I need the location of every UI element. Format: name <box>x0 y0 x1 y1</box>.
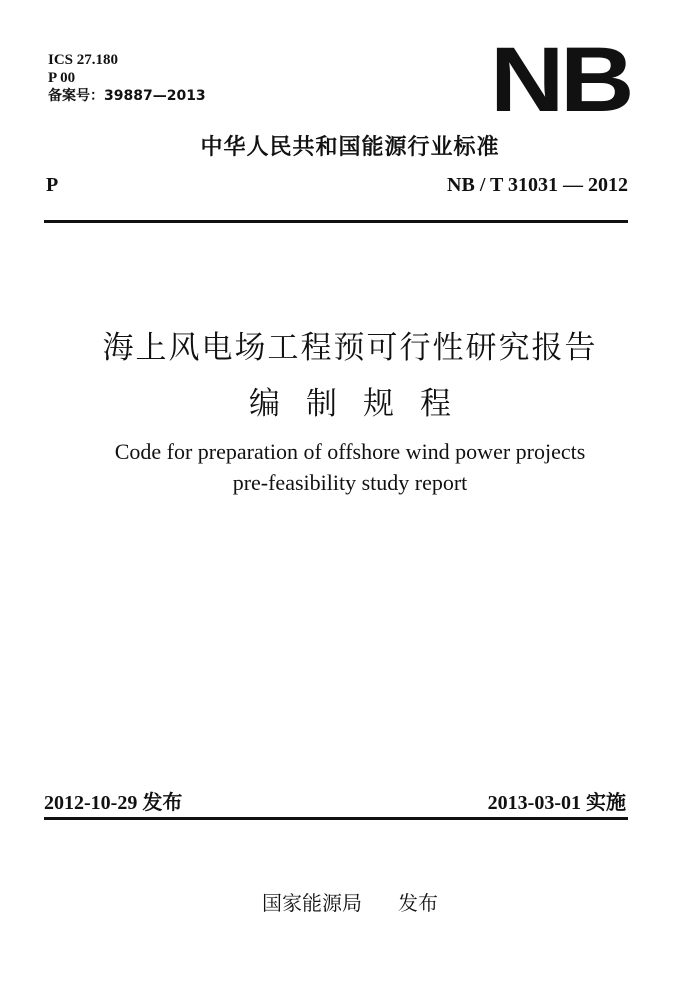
implement-date-block <box>488 786 626 815</box>
bottom-divider <box>44 817 628 820</box>
implement-date: 2013-03-01 <box>487 792 581 814</box>
title-english-line2: pre-feasibility study report <box>232 470 468 495</box>
top-divider <box>44 220 628 223</box>
publish-date-block <box>44 786 182 815</box>
publish-label: 发布 <box>142 790 183 814</box>
issuer-label: 发布 <box>398 891 438 915</box>
category-code: P <box>46 174 59 196</box>
title-english-line1: Code for preparation of offshore wind power projects <box>114 439 586 464</box>
organization-title: 中华人民共和国能源行业标准 <box>200 135 500 160</box>
classification-code: P 00 <box>48 70 76 86</box>
implement-label: 实施 <box>586 790 626 814</box>
issuer-block <box>0 887 700 916</box>
title-chinese-line2: 编制规程 <box>249 386 477 422</box>
ics-code: ICS 27.180 <box>48 52 119 68</box>
publish-date: 2012-10-29 <box>44 792 138 814</box>
nb-logo: NB <box>490 29 630 131</box>
issuer-name: 国家能源局 <box>262 891 362 915</box>
standard-number: NB / T 31031 — 2012 <box>447 174 628 196</box>
record-number: 备案号：39887—2013 <box>48 88 206 104</box>
title-chinese-line1: 海上风电场工程预可行性研究报告 <box>102 330 598 366</box>
